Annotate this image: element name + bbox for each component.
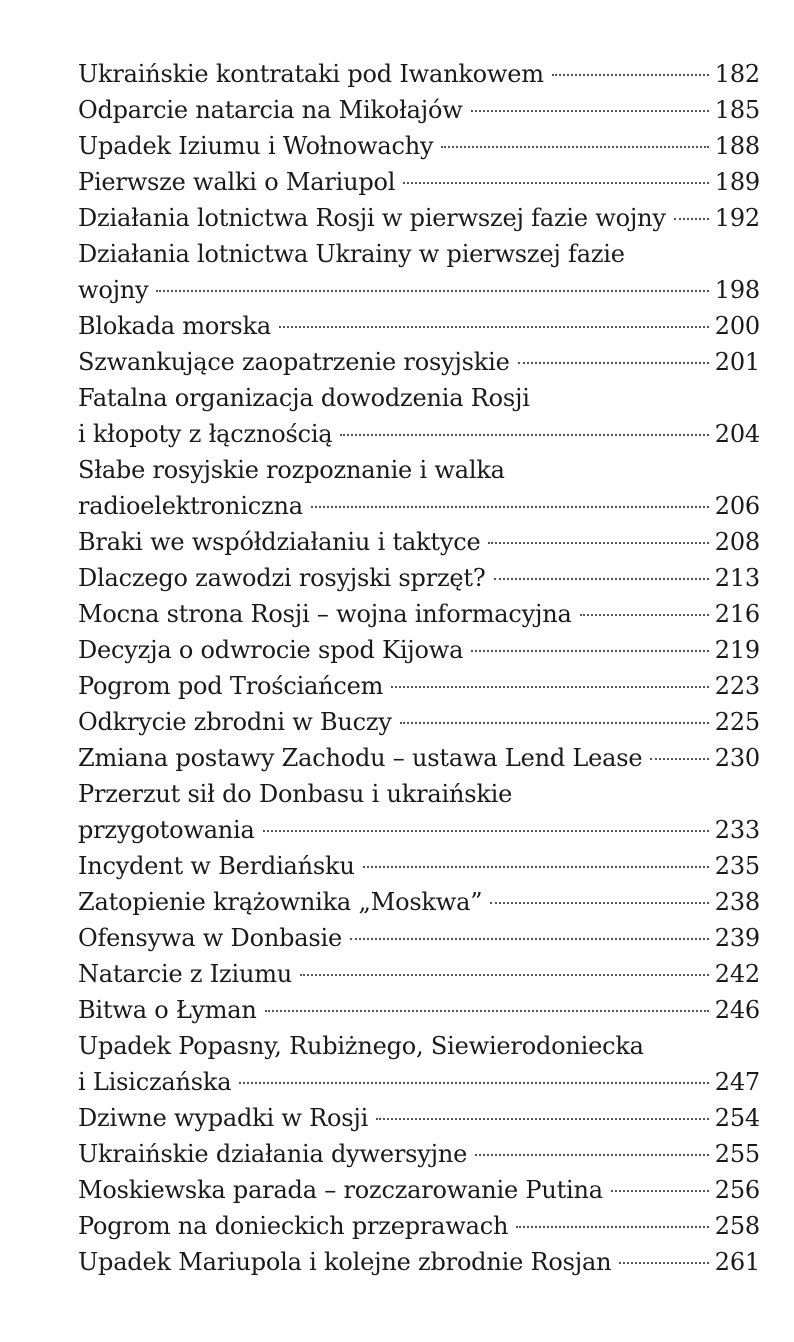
toc-entry-page-number: 255: [714, 1140, 760, 1168]
toc-entry-page-number: 235: [714, 852, 760, 880]
toc-entry-row: [78, 344, 760, 380]
toc-entry-title: wojny: [78, 276, 149, 304]
dot-leader: [156, 290, 708, 292]
toc-entry-row: [78, 884, 760, 920]
toc-entry-page-number: 200: [714, 312, 760, 340]
toc-entry-page-number: 201: [714, 348, 760, 376]
toc-entry: [78, 1100, 760, 1136]
dot-leader: [674, 218, 709, 220]
toc-entry: [78, 920, 760, 956]
toc-entry-title: Pierwsze walki o Mariupol: [78, 168, 396, 196]
toc-entry: [78, 344, 760, 380]
dot-leader: [552, 74, 709, 76]
dot-leader: [279, 326, 709, 328]
toc-entry-page-number: 261: [714, 1248, 760, 1276]
toc-entry-page-number: 247: [714, 1068, 760, 1096]
toc-entry-row: [78, 1244, 760, 1280]
dot-leader: [518, 362, 709, 364]
dot-leader: [300, 974, 709, 976]
toc-entry: [78, 164, 760, 200]
toc-entry-row: [78, 812, 760, 848]
dot-leader: [471, 110, 709, 112]
dot-leader: [263, 830, 709, 832]
toc-entry-page-number: 223: [714, 672, 760, 700]
dot-leader: [311, 506, 709, 508]
toc-entry-title-line: Przerzut sił do Donbasu i ukraińskie: [78, 780, 513, 808]
toc-entry-title: Moskiewska parada – rozczarowanie Putina: [78, 1176, 603, 1204]
dot-leader: [494, 578, 709, 580]
toc-entry-page-number: 254: [714, 1104, 760, 1132]
toc-entry-page-number: 188: [714, 132, 760, 160]
toc-entry-row: [78, 1136, 760, 1172]
dot-leader: [650, 758, 708, 760]
toc-entry: [78, 380, 760, 452]
toc-entry: [78, 452, 760, 524]
toc-entry-title: Pogrom pod Trościańcem: [78, 672, 384, 700]
toc-entry-row: [78, 416, 760, 452]
toc-entry-page-number: 230: [714, 744, 760, 772]
toc-entry: [78, 776, 760, 848]
toc-entry: [78, 560, 760, 596]
toc-entry-page-number: 192: [714, 204, 760, 232]
toc-entry-row: [78, 1064, 760, 1100]
toc-entry: [78, 56, 760, 92]
toc-entry-title: Incydent w Berdiańsku: [78, 852, 355, 880]
toc-entry-row: [78, 92, 760, 128]
toc-entry: [78, 92, 760, 128]
toc-entry: [78, 956, 760, 992]
toc-entry: [78, 740, 760, 776]
dot-leader: [475, 1154, 709, 1156]
toc-entry: [78, 236, 760, 308]
toc-entry-title: Mocna strona Rosji – wojna informacyjna: [78, 600, 572, 628]
toc-entry-row: [78, 848, 760, 884]
toc-entry-row: [78, 668, 760, 704]
toc-entry-page-number: 189: [714, 168, 760, 196]
toc-entry-title-line: Upadek Popasny, Rubiżnego, Siewierodoniecka: [78, 1032, 644, 1060]
toc-entry: [78, 848, 760, 884]
toc-entry: [78, 1172, 760, 1208]
toc-entry-row: [78, 992, 760, 1028]
toc-entry-row: [78, 560, 760, 596]
toc-entry: [78, 308, 760, 344]
dot-leader: [350, 938, 709, 940]
toc-entry-title: i Lisiczańska: [78, 1068, 232, 1096]
toc-entry-title: Odparcie natarcia na Mikołajów: [78, 96, 463, 124]
toc-entry-row: [78, 740, 760, 776]
toc-entry-title: Decyzja o odwrocie spod Kijowa: [78, 636, 464, 664]
toc-entry-row: [78, 524, 760, 560]
toc-entry-page-number: 185: [714, 96, 760, 124]
dot-leader: [363, 866, 709, 868]
dot-leader: [611, 1190, 709, 1192]
toc-entry-title: Dziwne wypadki w Rosji: [78, 1104, 369, 1132]
dot-leader: [340, 434, 708, 436]
dot-leader: [239, 1082, 708, 1084]
toc-entry-title-line: Fatalna organizacja dowodzenia Rosji: [78, 384, 530, 412]
dot-leader: [516, 1226, 709, 1228]
dot-leader: [580, 614, 709, 616]
toc-entry-row: [78, 1208, 760, 1244]
toc-entry-title: Bitwa o Łyman: [78, 996, 257, 1024]
toc-entry: [78, 128, 760, 164]
toc-entry-page-number: 225: [714, 708, 760, 736]
toc-entry-row: [78, 1172, 760, 1208]
toc-entry-row: [78, 164, 760, 200]
toc-entry-title: Pogrom na donieckich przeprawach: [78, 1212, 509, 1240]
toc-entry-row: [78, 704, 760, 740]
dot-leader: [265, 1010, 709, 1012]
toc-entry: [78, 596, 760, 632]
dot-leader: [441, 146, 708, 148]
toc-entry-title: i kłopoty z łącznością: [78, 420, 333, 448]
toc-entry: [78, 200, 760, 236]
toc-entry-row: [78, 56, 760, 92]
toc-entry-row: [78, 128, 760, 164]
toc-entry-title: Ofensywa w Donbasie: [78, 924, 342, 952]
toc-entry: [78, 1244, 760, 1280]
dot-leader: [376, 1118, 709, 1120]
toc-entry-title-line: Słabe rosyjskie rozpoznanie i walka: [78, 456, 505, 484]
toc-entry-page-number: 258: [714, 1212, 760, 1240]
toc-entry-page-number: 233: [714, 816, 760, 844]
toc-entry-title: Upadek Mariupola i kolejne zbrodnie Rosjan: [78, 1248, 612, 1276]
toc-entry-row: [78, 596, 760, 632]
toc-entry: [78, 992, 760, 1028]
toc-entry-row: [78, 632, 760, 668]
toc-entry-title: Ukraińskie działania dywersyjne: [78, 1140, 468, 1168]
toc-entry-page-number: 246: [714, 996, 760, 1024]
toc-entry-title: Natarcie z Iziumu: [78, 960, 293, 988]
toc-entry-title: radioelektroniczna: [78, 492, 303, 520]
dot-leader: [490, 902, 708, 904]
toc-entry-page-number: 239: [714, 924, 760, 952]
toc-entry: [78, 632, 760, 668]
dot-leader: [400, 722, 709, 724]
table-of-contents: [78, 56, 760, 1280]
toc-entry: [78, 1136, 760, 1172]
toc-entry-page-number: 216: [714, 600, 760, 628]
toc-entry-title: Szwankujące zaopatrzenie rosyjskie: [78, 348, 510, 376]
toc-entry-row: [78, 920, 760, 956]
toc-entry-page-number: 204: [714, 420, 760, 448]
toc-entry-row: [78, 200, 760, 236]
toc-entry: [78, 884, 760, 920]
toc-entry: [78, 704, 760, 740]
toc-entry-title: Dlaczego zawodzi rosyjski sprzęt?: [78, 564, 486, 592]
toc-entry-page-number: 219: [714, 636, 760, 664]
toc-entry-title: Upadek Iziumu i Wołnowachy: [78, 132, 434, 160]
toc-entry-title: Ukraińskie kontrataki pod Iwankowem: [78, 60, 544, 88]
toc-entry-page-number: 238: [714, 888, 760, 916]
toc-entry-title: przygotowania: [78, 816, 255, 844]
toc-entry-row: [78, 1100, 760, 1136]
toc-entry-row: [78, 488, 760, 524]
toc-entry-row: [78, 272, 760, 308]
dot-leader: [391, 686, 709, 688]
toc-entry-page-number: 242: [714, 960, 760, 988]
toc-entry: [78, 1208, 760, 1244]
toc-entry-page-number: 198: [714, 276, 760, 304]
toc-entry: [78, 1028, 760, 1100]
toc-entry-page-number: 206: [714, 492, 760, 520]
toc-entry: [78, 668, 760, 704]
toc-entry-title: Działania lotnictwa Rosji w pierwszej fazie wojny: [78, 204, 666, 232]
dot-leader: [403, 182, 709, 184]
toc-entry-title: Zatopienie krążownika „Moskwa”: [78, 888, 483, 916]
toc-entry-title-line: Działania lotnictwa Ukrainy w pierwszej fazie: [78, 240, 625, 268]
dot-leader: [619, 1262, 708, 1264]
toc-entry-title: Odkrycie zbrodni w Buczy: [78, 708, 392, 736]
toc-entry-page-number: 256: [714, 1176, 760, 1204]
toc-entry-title: Braki we współdziałaniu i taktyce: [78, 528, 481, 556]
dot-leader: [471, 650, 709, 652]
toc-entry-page-number: 182: [714, 60, 760, 88]
toc-entry: [78, 524, 760, 560]
toc-entry-title: Blokada morska: [78, 312, 271, 340]
toc-entry-title: Zmiana postawy Zachodu – ustawa Lend Lease: [78, 744, 643, 772]
toc-entry-page-number: 208: [714, 528, 760, 556]
toc-entry-row: [78, 956, 760, 992]
toc-entry-page-number: 213: [714, 564, 760, 592]
dot-leader: [488, 542, 708, 544]
toc-entry-row: [78, 308, 760, 344]
